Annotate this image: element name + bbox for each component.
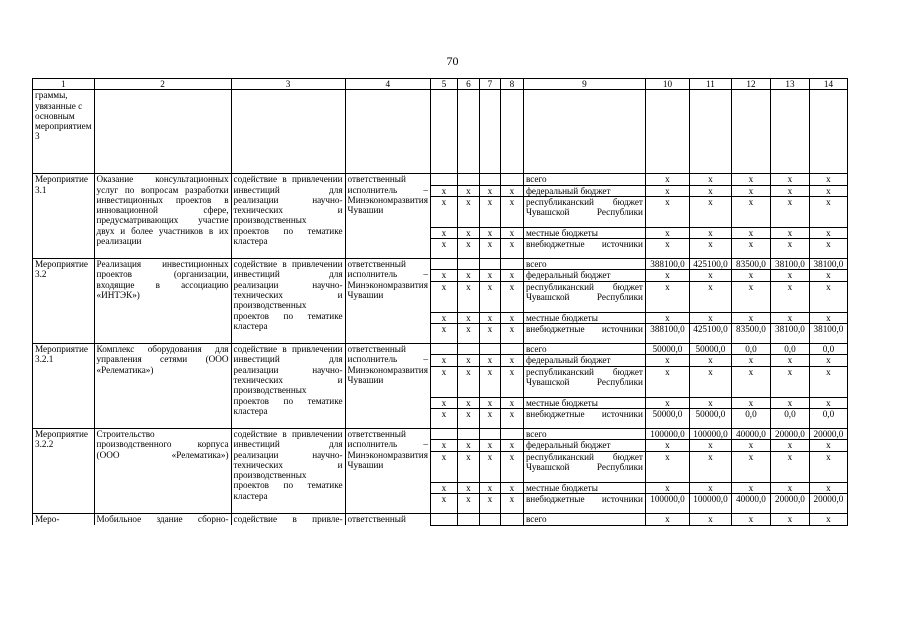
executor: ответственный [345, 513, 430, 525]
measure-code: Мероприятие 3.2 [33, 259, 95, 344]
code-cell: х [430, 451, 457, 482]
code-cell: х [457, 312, 479, 323]
value-cell: х [689, 270, 731, 281]
code-cell: х [500, 312, 523, 323]
value-cell: х [689, 174, 731, 185]
code-cell [479, 513, 500, 525]
value-cell: х [770, 482, 809, 493]
code-cell [500, 344, 523, 355]
code-cell: х [500, 493, 523, 513]
funding-source: местные бюджеты [523, 397, 645, 408]
value-cell: х [689, 185, 731, 196]
funding-source: всего [523, 174, 645, 185]
code-cell: х [457, 397, 479, 408]
code-cell: х [479, 355, 500, 366]
funding-source: местные бюджеты [523, 482, 645, 493]
value-cell: х [809, 174, 847, 185]
code-cell: х [479, 324, 500, 344]
code-cell [457, 513, 479, 525]
code-cell: х [430, 397, 457, 408]
funding-source: всего [523, 344, 645, 355]
executor: ответственный исполнитель – Минэкономразвития Чувашии [345, 428, 430, 513]
value-cell: х [809, 451, 847, 482]
value-cell: х [731, 513, 770, 525]
code-cell: х [500, 227, 523, 238]
table-row [33, 428, 848, 439]
header-cell: 12 [731, 79, 770, 90]
code-cell: х [457, 451, 479, 482]
value-cell: х [809, 185, 847, 196]
code-cell: х [500, 366, 523, 397]
value-cell: х [809, 239, 847, 259]
value-cell: 388100,0 [645, 324, 689, 344]
code-cell: х [430, 227, 457, 238]
header-cell: 6 [457, 79, 479, 90]
value-cell: 20000,0 [809, 428, 847, 439]
code-cell: х [500, 355, 523, 366]
measure-name: Комплекс оборудования для управления сетями (ООО «Релематика») [94, 344, 231, 429]
value-cell: 100000,0 [645, 493, 689, 513]
code-cell: х [457, 493, 479, 513]
code-cell: х [430, 196, 457, 227]
value-cell: х [645, 270, 689, 281]
value-cell: 20000,0 [770, 428, 809, 439]
code-cell: х [479, 312, 500, 323]
code-cell: х [430, 366, 457, 397]
table-row [33, 344, 848, 355]
code-cell [430, 344, 457, 355]
value-cell: 0,0 [731, 344, 770, 355]
funding-source: местные бюджеты [523, 227, 645, 238]
funding-source: внебюджетные источники [523, 493, 645, 513]
code-cell: х [500, 324, 523, 344]
code-cell: х [479, 493, 500, 513]
code-cell: х [430, 408, 457, 428]
value-cell: х [689, 281, 731, 312]
code-cell: х [479, 196, 500, 227]
header-row [33, 79, 848, 90]
header-cell: 9 [523, 79, 645, 90]
value-cell: х [731, 174, 770, 185]
value-cell: 0,0 [770, 408, 809, 428]
value-cell: х [770, 397, 809, 408]
expected-result: содействие в привлечении инвестиций для реализации научно-технических и производственных проектов по тематике кластера [231, 259, 345, 344]
code-cell: х [500, 270, 523, 281]
expected-result: содействие в привлечении инвестиций для реализации научно-технических и производственных проектов по тематике кластера [231, 344, 345, 429]
value-cell: х [689, 451, 731, 482]
code-cell [457, 344, 479, 355]
measure-name: Реализация инвестиционных проектов (организации, входящие в ассоциацию «ИНТЭК») [94, 259, 231, 344]
value-cell: х [645, 451, 689, 482]
value-cell: 50000,0 [689, 408, 731, 428]
value-cell: х [731, 397, 770, 408]
value-cell: 38100,0 [770, 259, 809, 270]
value-cell: 388100,0 [645, 259, 689, 270]
code-cell: х [479, 270, 500, 281]
executor: ответственный исполнитель – Минэкономразвития Чувашии [345, 344, 430, 429]
value-cell: 0,0 [770, 344, 809, 355]
value-cell: х [645, 174, 689, 185]
value-cell: х [809, 312, 847, 323]
code-cell: х [430, 185, 457, 196]
code-cell: х [430, 239, 457, 259]
code-cell: х [430, 270, 457, 281]
code-cell: х [457, 324, 479, 344]
value-cell: х [809, 227, 847, 238]
value-cell: 40000,0 [731, 493, 770, 513]
executor: ответственный исполнитель – Минэкономразвития Чувашии [345, 259, 430, 344]
code-cell: х [457, 440, 479, 451]
code-cell: х [500, 397, 523, 408]
value-cell: 50000,0 [645, 408, 689, 428]
code-cell: х [457, 366, 479, 397]
value-cell: х [689, 196, 731, 227]
code-cell [500, 513, 523, 525]
value-cell: х [689, 440, 731, 451]
value-cell: 0,0 [809, 344, 847, 355]
page-number: 70 [446, 54, 459, 68]
value-cell: 50000,0 [645, 344, 689, 355]
code-cell [500, 428, 523, 439]
header-cell: 1 [33, 79, 95, 90]
header-cell: 10 [645, 79, 689, 90]
code-cell: х [457, 196, 479, 227]
value-cell: х [770, 239, 809, 259]
value-cell: х [731, 482, 770, 493]
value-cell: х [770, 451, 809, 482]
expected-result: содействие в привле- [231, 513, 345, 525]
header-cell: 3 [231, 79, 345, 90]
value-cell: 0,0 [809, 408, 847, 428]
code-cell [430, 259, 457, 270]
code-cell: х [457, 482, 479, 493]
value-cell: 100000,0 [645, 428, 689, 439]
value-cell: х [689, 312, 731, 323]
code-cell: х [500, 281, 523, 312]
funding-source: федеральный бюджет [523, 270, 645, 281]
funding-source: федеральный бюджет [523, 355, 645, 366]
table-row [33, 174, 848, 185]
value-cell: х [689, 366, 731, 397]
expected-result: содействие в привлечении инвестиций для реализации научно-технических и производственных проектов по тематике кластера [231, 428, 345, 513]
code-cell: х [500, 239, 523, 259]
value-cell: х [770, 174, 809, 185]
value-cell: 0,0 [731, 408, 770, 428]
value-cell: х [689, 239, 731, 259]
code-cell: х [430, 281, 457, 312]
value-cell: 50000,0 [689, 344, 731, 355]
funding-source: республиканский бюджет Чувашской Республики [523, 281, 645, 312]
value-cell: х [645, 397, 689, 408]
code-cell: х [500, 196, 523, 227]
value-cell: х [731, 196, 770, 227]
code-cell [457, 174, 479, 185]
value-cell: х [809, 513, 847, 525]
code-cell: х [479, 408, 500, 428]
code-cell [479, 174, 500, 185]
funding-source: всего [523, 513, 645, 525]
value-cell: х [731, 281, 770, 312]
code-cell: х [479, 239, 500, 259]
code-cell [430, 428, 457, 439]
value-cell: х [645, 482, 689, 493]
measure-name: Оказание консультационных услуг по вопросам разработки инвестиционных проектов в инновационной сфере, предусматривающих участие двух и более участников в их реализации [94, 174, 231, 259]
value-cell: х [731, 451, 770, 482]
measure-name: Мобильное здание сборно- [94, 513, 231, 525]
value-cell: х [809, 270, 847, 281]
continuation-label: граммы, увязанные с основным мероприятием 3 [33, 90, 95, 174]
value-cell: х [770, 227, 809, 238]
value-cell: х [689, 513, 731, 525]
code-cell: х [430, 493, 457, 513]
code-cell: х [500, 451, 523, 482]
value-cell: 38100,0 [809, 259, 847, 270]
code-cell [479, 344, 500, 355]
value-cell: 20000,0 [770, 493, 809, 513]
code-cell: х [430, 312, 457, 323]
value-cell: х [645, 239, 689, 259]
value-cell: х [731, 355, 770, 366]
header-cell: 5 [430, 79, 457, 90]
funding-source: внебюджетные источники [523, 324, 645, 344]
code-cell: х [457, 281, 479, 312]
value-cell: х [809, 482, 847, 493]
code-cell: х [479, 366, 500, 397]
value-cell: х [809, 196, 847, 227]
value-cell: х [809, 397, 847, 408]
measure-name: Строительство производственного корпуса (ООО «Релематика») [94, 428, 231, 513]
measure-code: Меро- [33, 513, 95, 525]
table-row [33, 513, 848, 525]
header-cell: 4 [345, 79, 430, 90]
value-cell: 38100,0 [809, 324, 847, 344]
value-cell: х [770, 281, 809, 312]
value-cell: х [770, 270, 809, 281]
measure-code: Мероприятие 3.2.2 [33, 428, 95, 513]
code-cell: х [479, 227, 500, 238]
value-cell: х [809, 366, 847, 397]
value-cell: х [689, 482, 731, 493]
code-cell [500, 174, 523, 185]
value-cell: х [645, 227, 689, 238]
code-cell [430, 513, 457, 525]
code-cell: х [500, 440, 523, 451]
value-cell: х [645, 312, 689, 323]
value-cell: 20000,0 [809, 493, 847, 513]
code-cell: х [500, 185, 523, 196]
code-cell: х [479, 440, 500, 451]
continuation-row [33, 90, 848, 174]
funding-source: федеральный бюджет [523, 440, 645, 451]
code-cell: х [430, 355, 457, 366]
value-cell: х [731, 366, 770, 397]
value-cell: х [770, 355, 809, 366]
value-cell: 83500,0 [731, 259, 770, 270]
code-cell [457, 428, 479, 439]
code-cell: х [457, 270, 479, 281]
value-cell: 100000,0 [689, 493, 731, 513]
value-cell: х [770, 196, 809, 227]
value-cell: 425100,0 [689, 324, 731, 344]
code-cell: х [457, 239, 479, 259]
code-cell: х [479, 397, 500, 408]
header-cell: 13 [770, 79, 809, 90]
table-row [33, 259, 848, 270]
code-cell: х [457, 408, 479, 428]
code-cell: х [479, 482, 500, 493]
code-cell: х [500, 482, 523, 493]
value-cell: х [731, 185, 770, 196]
value-cell: х [645, 440, 689, 451]
code-cell: х [457, 227, 479, 238]
code-cell: х [479, 185, 500, 196]
funding-source: республиканский бюджет Чувашской Республики [523, 451, 645, 482]
value-cell: х [689, 227, 731, 238]
value-cell: х [770, 513, 809, 525]
funding-source: республиканский бюджет Чувашской Республики [523, 366, 645, 397]
value-cell: х [731, 227, 770, 238]
value-cell: 38100,0 [770, 324, 809, 344]
header-cell: 2 [94, 79, 231, 90]
value-cell: х [809, 281, 847, 312]
measure-code: Мероприятие 3.2.1 [33, 344, 95, 429]
funding-source: всего [523, 428, 645, 439]
header-cell: 8 [500, 79, 523, 90]
code-cell: х [457, 355, 479, 366]
funding-source: внебюджетные источники [523, 408, 645, 428]
code-cell [500, 259, 523, 270]
code-cell: х [457, 185, 479, 196]
budget-table [32, 78, 848, 526]
value-cell: 425100,0 [689, 259, 731, 270]
value-cell: 40000,0 [731, 428, 770, 439]
value-cell: х [689, 397, 731, 408]
value-cell: х [770, 185, 809, 196]
value-cell: х [770, 440, 809, 451]
value-cell: х [731, 440, 770, 451]
code-cell [430, 174, 457, 185]
code-cell: х [430, 482, 457, 493]
value-cell: х [731, 312, 770, 323]
value-cell: х [645, 196, 689, 227]
value-cell: х [731, 270, 770, 281]
funding-source: всего [523, 259, 645, 270]
value-cell: х [809, 440, 847, 451]
code-cell: х [479, 451, 500, 482]
code-cell [457, 259, 479, 270]
header-cell: 11 [689, 79, 731, 90]
value-cell: х [645, 513, 689, 525]
funding-source: федеральный бюджет [523, 185, 645, 196]
value-cell: х [731, 239, 770, 259]
measure-code: Мероприятие 3.1 [33, 174, 95, 259]
funding-source: внебюджетные источники [523, 239, 645, 259]
code-cell: х [500, 408, 523, 428]
code-cell: х [479, 281, 500, 312]
funding-source: республиканский бюджет Чувашской Республики [523, 196, 645, 227]
value-cell: х [689, 355, 731, 366]
value-cell: х [770, 366, 809, 397]
executor: ответственный исполнитель – Минэкономразвития Чувашии [345, 174, 430, 259]
value-cell: х [645, 355, 689, 366]
value-cell: 100000,0 [689, 428, 731, 439]
code-cell: х [430, 324, 457, 344]
value-cell: х [645, 281, 689, 312]
value-cell: 83500,0 [731, 324, 770, 344]
value-cell: х [645, 185, 689, 196]
code-cell [479, 259, 500, 270]
value-cell: х [809, 355, 847, 366]
expected-result: содействие в привлечении инвестиций для реализации научно-технических и производственных проектов по тематике кластера [231, 174, 345, 259]
funding-source: местные бюджеты [523, 312, 645, 323]
header-cell: 14 [809, 79, 847, 90]
header-cell: 7 [479, 79, 500, 90]
code-cell [479, 428, 500, 439]
value-cell: х [645, 366, 689, 397]
code-cell: х [430, 440, 457, 451]
value-cell: х [770, 312, 809, 323]
